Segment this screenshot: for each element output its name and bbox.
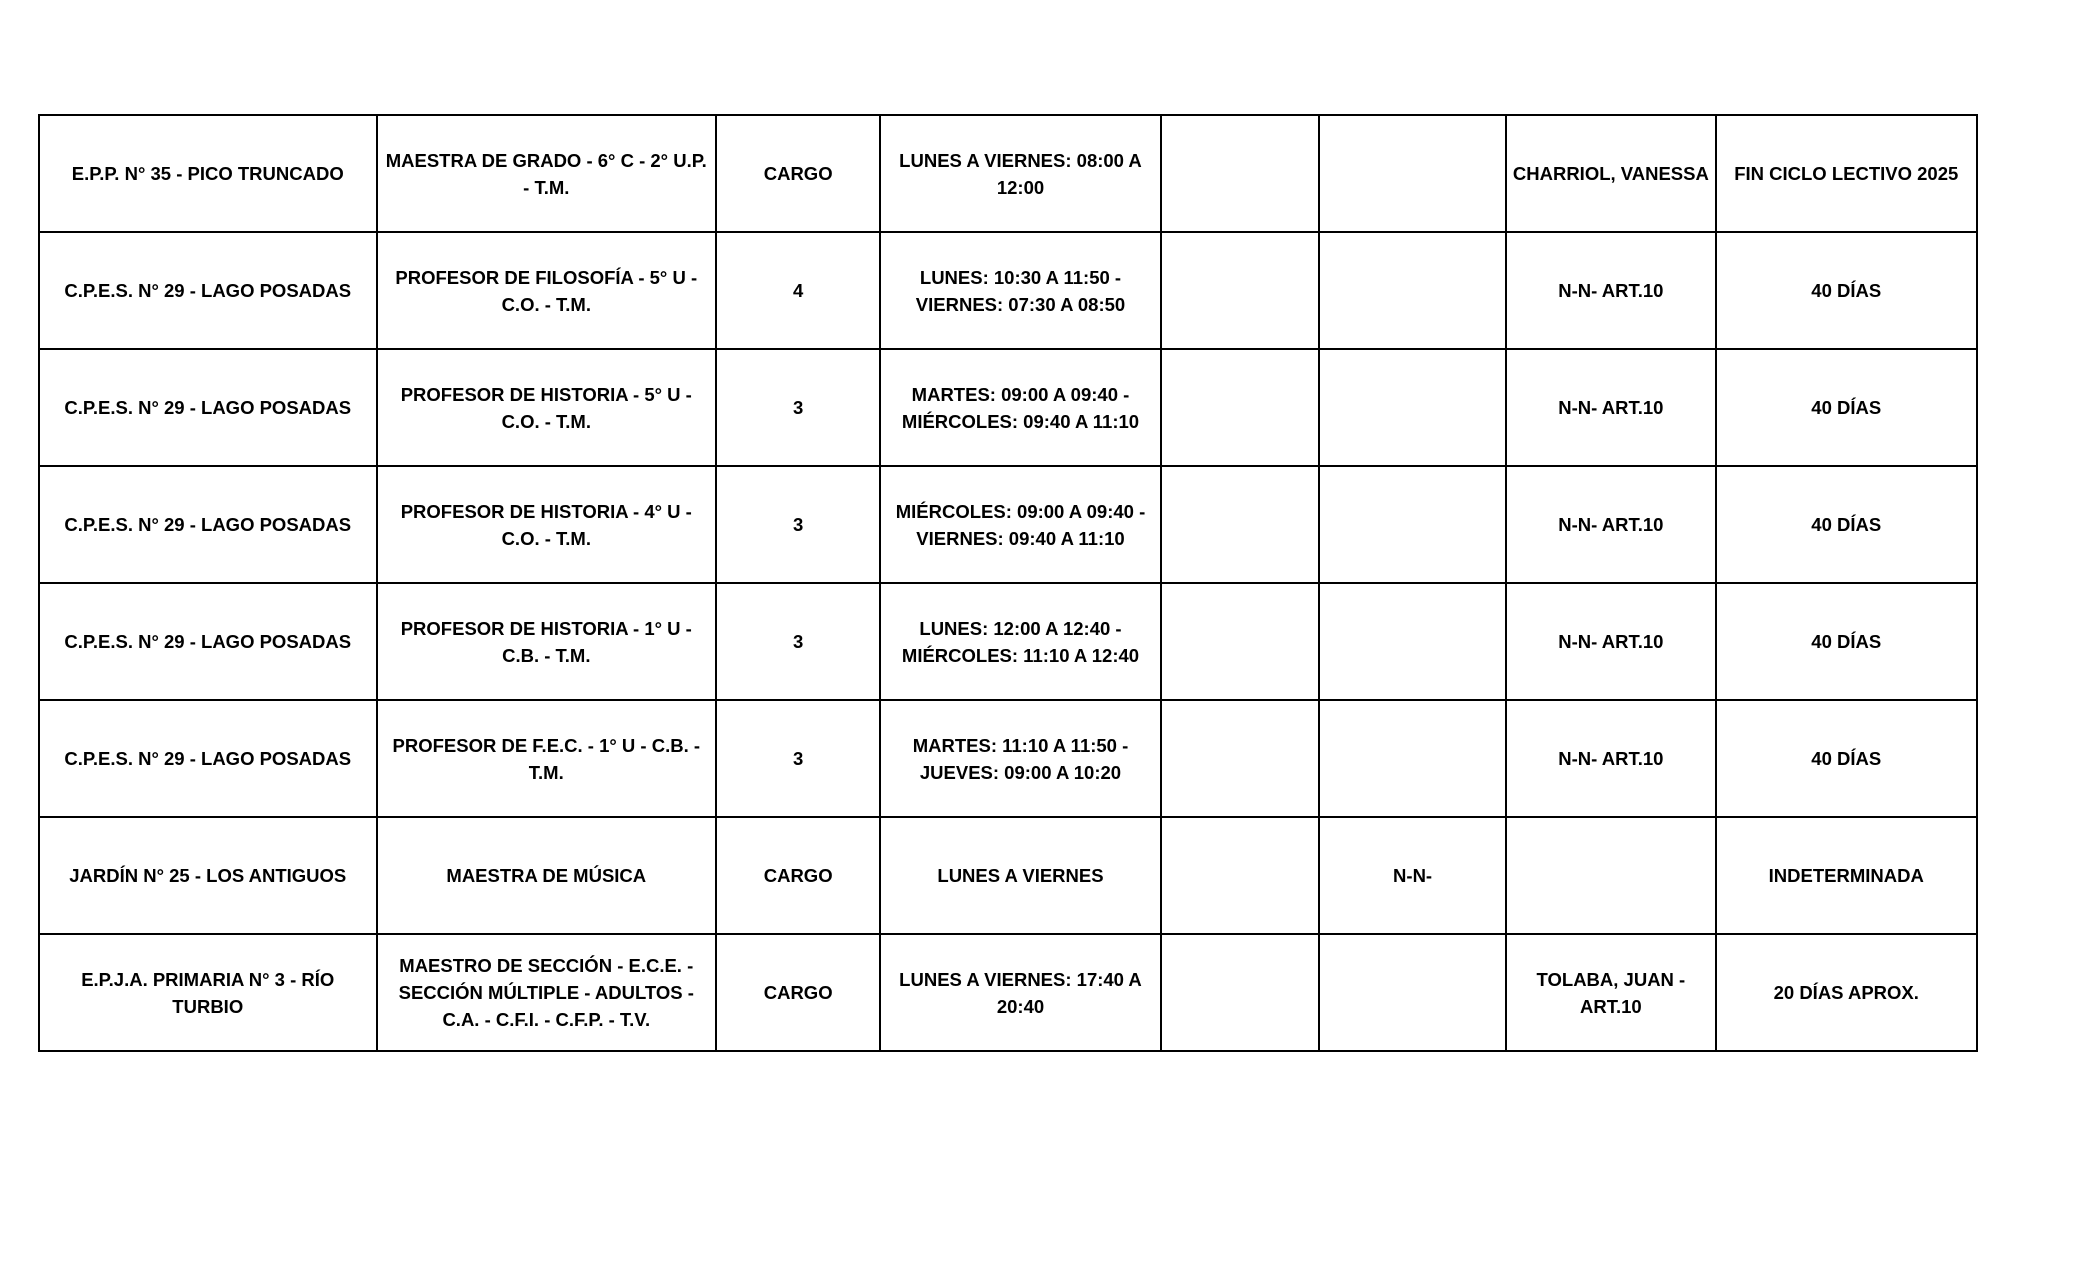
empty-cell-a	[1161, 934, 1319, 1051]
schedule-cell: MARTES: 09:00 A 09:40 - MIÉRCOLES: 09:40 A 11:10	[880, 349, 1160, 466]
schedule-cell: MARTES: 11:10 A 11:50 - JUEVES: 09:00 A 10:20	[880, 700, 1160, 817]
hours-cell: CARGO	[716, 934, 880, 1051]
empty-cell-a	[1161, 700, 1319, 817]
position-cell: PROFESOR DE HISTORIA - 4° U - C.O. - T.M.	[377, 466, 717, 583]
empty-cell-a	[1161, 115, 1319, 232]
duration-cell: 20 DÍAS APROX.	[1716, 934, 1977, 1051]
table-row	[39, 583, 1977, 700]
hours-cell: 3	[716, 583, 880, 700]
empty-cell-b	[1319, 115, 1506, 232]
table-row	[39, 817, 1977, 934]
table-row	[39, 466, 1977, 583]
empty-cell-a	[1161, 232, 1319, 349]
schedule-cell: LUNES: 10:30 A 11:50 - VIERNES: 07:30 A 08:50	[880, 232, 1160, 349]
position-cell: PROFESOR DE HISTORIA - 1° U - C.B. - T.M.	[377, 583, 717, 700]
position-cell: MAESTRA DE GRADO - 6° C - 2° U.P. - T.M.	[377, 115, 717, 232]
replacement-cell	[1506, 817, 1715, 934]
table-body	[39, 115, 1977, 1051]
empty-cell-b: N-N-	[1319, 817, 1506, 934]
replacement-cell: N-N- ART.10	[1506, 349, 1715, 466]
empty-cell-b	[1319, 349, 1506, 466]
empty-cell-a	[1161, 583, 1319, 700]
table-row	[39, 232, 1977, 349]
position-cell: PROFESOR DE F.E.C. - 1° U - C.B. - T.M.	[377, 700, 717, 817]
hours-cell: 3	[716, 466, 880, 583]
table-row	[39, 115, 1977, 232]
table-row	[39, 349, 1977, 466]
replacement-cell: CHARRIOL, VANESSA	[1506, 115, 1715, 232]
position-cell: MAESTRA DE MÚSICA	[377, 817, 717, 934]
duration-cell: FIN CICLO LECTIVO 2025	[1716, 115, 1977, 232]
duration-cell: 40 DÍAS	[1716, 700, 1977, 817]
school-cell: E.P.J.A. PRIMARIA N° 3 - RÍO TURBIO	[39, 934, 377, 1051]
duration-cell: 40 DÍAS	[1716, 349, 1977, 466]
empty-cell-b	[1319, 934, 1506, 1051]
position-cell: PROFESOR DE FILOSOFÍA - 5° U - C.O. - T.M.	[377, 232, 717, 349]
empty-cell-b	[1319, 466, 1506, 583]
school-cell: JARDÍN N° 25 - LOS ANTIGUOS	[39, 817, 377, 934]
empty-cell-b	[1319, 583, 1506, 700]
school-cell: C.P.E.S. N° 29 - LAGO POSADAS	[39, 232, 377, 349]
school-cell: E.P.P. N° 35 - PICO TRUNCADO	[39, 115, 377, 232]
replacement-cell: N-N- ART.10	[1506, 700, 1715, 817]
empty-cell-a	[1161, 817, 1319, 934]
hours-cell: CARGO	[716, 817, 880, 934]
table-row	[39, 934, 1977, 1051]
schedule-cell: LUNES A VIERNES: 08:00 A 12:00	[880, 115, 1160, 232]
schedule-cell: LUNES: 12:00 A 12:40 - MIÉRCOLES: 11:10 A 12:40	[880, 583, 1160, 700]
duration-cell: INDETERMINADA	[1716, 817, 1977, 934]
schedule-cell: LUNES A VIERNES	[880, 817, 1160, 934]
hours-cell: 3	[716, 349, 880, 466]
replacement-cell: N-N- ART.10	[1506, 232, 1715, 349]
position-cell: PROFESOR DE HISTORIA - 5° U - C.O. - T.M.	[377, 349, 717, 466]
school-cell: C.P.E.S. N° 29 - LAGO POSADAS	[39, 583, 377, 700]
duration-cell: 40 DÍAS	[1716, 466, 1977, 583]
schedule-cell: LUNES A VIERNES: 17:40 A 20:40	[880, 934, 1160, 1051]
school-cell: C.P.E.S. N° 29 - LAGO POSADAS	[39, 700, 377, 817]
empty-cell-a	[1161, 349, 1319, 466]
hours-cell: 4	[716, 232, 880, 349]
schedule-cell: MIÉRCOLES: 09:00 A 09:40 - VIERNES: 09:40 A 11:10	[880, 466, 1160, 583]
table-row	[39, 700, 1977, 817]
replacement-cell: N-N- ART.10	[1506, 583, 1715, 700]
position-cell: MAESTRO DE SECCIÓN - E.C.E. - SECCIÓN MÚLTIPLE - ADULTOS - C.A. - C.F.I. - C.F.P. - T.V.	[377, 934, 717, 1051]
hours-cell: CARGO	[716, 115, 880, 232]
school-cell: C.P.E.S. N° 29 - LAGO POSADAS	[39, 466, 377, 583]
replacement-cell: N-N- ART.10	[1506, 466, 1715, 583]
empty-cell-a	[1161, 466, 1319, 583]
replacement-cell: TOLABA, JUAN - ART.10	[1506, 934, 1715, 1051]
hours-cell: 3	[716, 700, 880, 817]
school-cell: C.P.E.S. N° 29 - LAGO POSADAS	[39, 349, 377, 466]
duration-cell: 40 DÍAS	[1716, 232, 1977, 349]
empty-cell-b	[1319, 700, 1506, 817]
empty-cell-b	[1319, 232, 1506, 349]
vacancies-table	[38, 114, 1978, 1052]
duration-cell: 40 DÍAS	[1716, 583, 1977, 700]
